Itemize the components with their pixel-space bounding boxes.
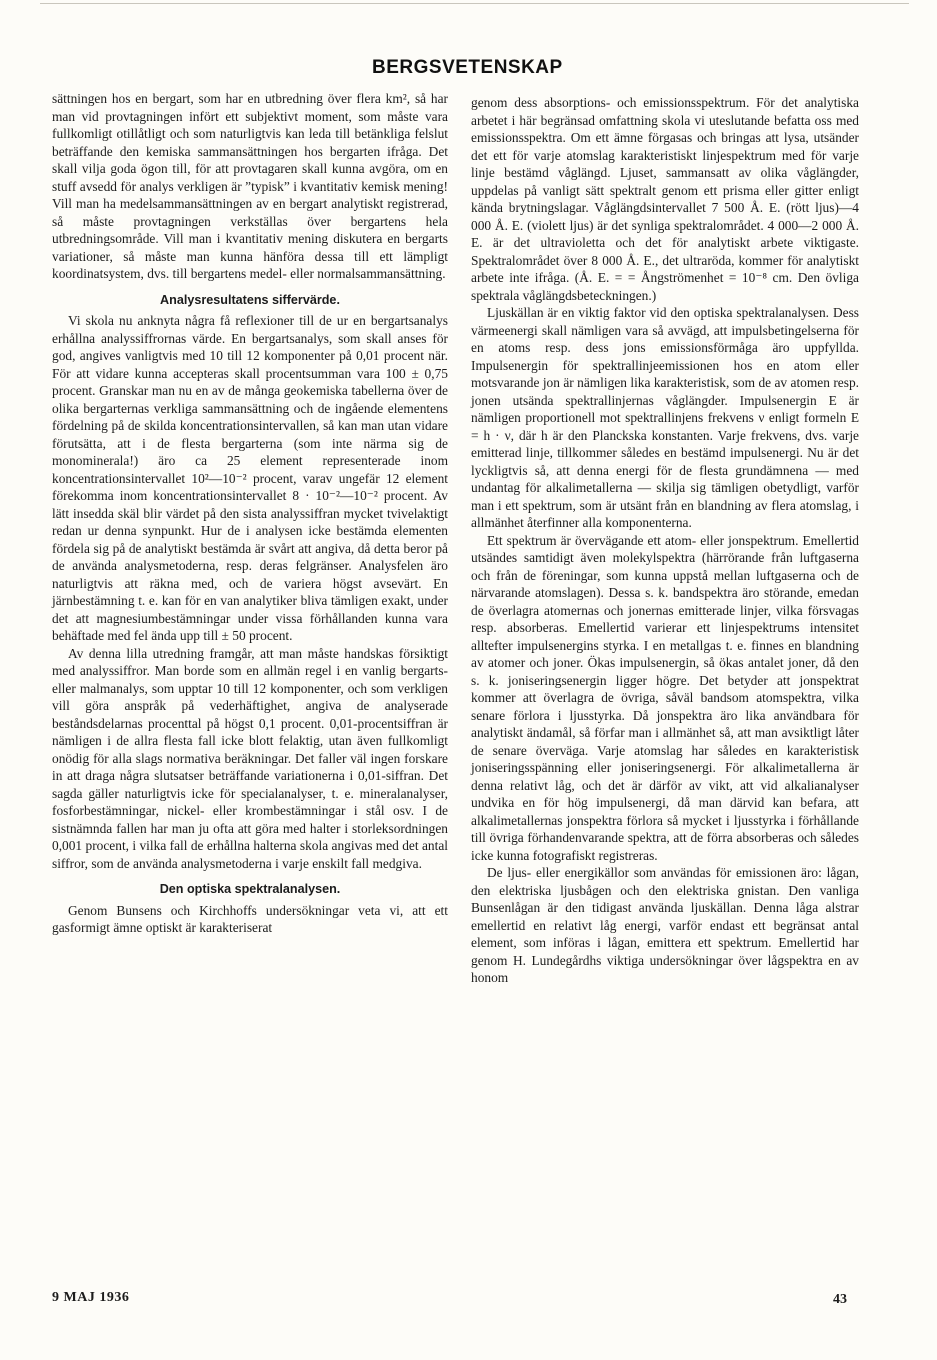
paragraph: Ett spektrum är övervägande ett atom- eller jonspektrum. Emellertid utsändes samtidigt även molekylspektra (härrörande från luftgaserna och från de föreningar, som kunna uppstå mellan luftgaserna och de närvarande atomslagen). Dessa s. k. bandspektra äro störande, emedan de överlagra atomernas och jonernas emitterade linjer, vilka försvagas resp. absorberas. Emellertid varierar ett linjespektrums intensitet alltefter impulsenergins styrka. I en metallgas t. e. finnes en blandning av atomer och joner. Ökas impulsenergin, så ökas antalet joner, då den s. k. joniseringsenergin ligger högre. Det betyder att jonspektrat kommer att överlagra de övriga, såväl bandsom atomspektra, vilka senare förlora i ljusstyrka. Då jonspektra äro lika användbara för analytiskt ändamål, så förfar man i allmänhet så, att man avsiktligt låter de senare överväga. Varje atomslag har således en karakteristisk joniseringsspänning eller joniseringsenergi. För alkalimetallerna är denna relativt låg, och det är därför av vikt, att vid alkalianalyser undvika en för hög impulsenergi, då man därvid kan befara, att alkalimetallernas jonspektra förlora så mycket i ljusstyrka i förhållande till övriga förhandenvarande spektra, att de förra absorberas och således icke kunna fotografiskt registreras. — [471, 532, 859, 863]
subheading: Analysresultatens siffervärde. — [160, 292, 340, 307]
section-header: BERGSVETENSKAP — [372, 57, 563, 78]
paragraph: Av denna lilla utredning framgår, att man måste handskas försiktigt med analyssiffror. Man borde som en allmän regel i en vanlig bergarts- eller malmanalys, som upptar 10 till 12 komponenter, och som verkligen vill göra anspråk på vederhäftighet, angiva de analyserade beståndsdelarnas procenttal på högst 0,1 procent. 0,01-procentsiffran är nämligen i de allra flesta fall icke blott felaktig, utan även fullkomligt onödig för alla slags normativa beräkningar. Det faller väl ingen forskare in att draga några slutsatser beträffande variationerna i 0,01-siffran. Det sagda gäller naturligtvis icke för specialanalyser, t. e. mineralanalyser, fosforbestämningar, nickel- eller krombestämningar i stål osv. I de sistnämnda fallen har man ju ofta att göra med halter i storleksordningen 0,001 procent, i vilka fall de erhållna halterna skola angivas med det antal siffror, som de använda analysmetoderna i varje enskilt fall medgiva. — [52, 645, 448, 871]
paragraph: Genom Bunsens och Kirchhoffs undersökningar veta vi, att ett gasformigt ämne optiskt är karakteriserat — [52, 902, 448, 935]
paragraph: genom dess absorptions- och emissionsspektrum. För det analytiska arbetet i här begränsad omfattning skola vi uteslutande befatta oss med emissionsspektra. Om ett ämne förgasas och bringas att lysa, utsänder det ett för varje atomslag karakteristiskt linjespektrum med för varje linje bestämd våglängd. Ljuset, sammansatt av olika våglängder, uppdelas på vanligt sätt spektralt genom ett prisma eller gitter enligt kända brytningslagar. Våglängdsintervallet 7 500 Å. E. (rött ljus)—4 000 Å. E. (violett ljus) är det synliga spektralområdet. 4 000—2 000 Å. E. är det ultravioletta och det för analytiskt arbete viktigaste. Spektralområdet över 8 000 Å. E., det ultraröda, kommer för analytiskt arbete inte ifråga. (Å. E. = = Ångströmenhet = 10⁻⁸ cm. Den övliga spektrala våglängdsbeteckningen.) — [471, 95, 859, 303]
paragraph: De ljus- eller energikällor som användas för emissionen äro: lågan, den elektriska ljusbågen och den elektriska gnistan. Den vanliga Bunsenlågan är den tidigast använda ljuskällan. Denna låga alstrar emellertid en relativt låg energi, varför endast ett begränsat antal element, som införas i lågan, emittera ett spektrum. Emellertid har genom H. Lundegårdhs viktiga undersökningar över lågspektra en av honom — [471, 865, 859, 985]
subheading: Den optiska spektralanalysen. — [159, 882, 341, 896]
right-column — [471, 94, 859, 987]
paragraph: Vi skola nu anknyta några få reflexioner till de ur en bergartsanalys erhållna analyssiffrornas värde. En bergartsanalys, som skall anses för god, angives vanligtvis med 10 till 12 komponenter på 0,01 procent när. För att vidare kunna accepteras skall procentsumman vara 100 ± 0,75 procent. Granskar man nu en av de många geokemiska tabellerna över de olika bergarternas verkliga sammansättning och de ingående elementens fördelning på de skilda koncentrationsintervallen, så kan man utan vidare förutsätta, att i de flesta bergarterna (som inte närma sig de monominerala!) äro ca 25 element representerade inom koncentrationsintervallet 10²—10⁻² procent, varav ungefär 12 element förekomma inom koncentrationsintervallet 8 · 10⁻²—10⁻² procent. Av lätt insedda skäl blir värdet på den sista analyssiffran mycket tvivelaktigt redan ur denna synpunkt. Hur de i analysen icke bestämda elementen fördela sig på de analytiskt bestämda är svårt att angiva, då detta beror på de använda analysmetoderna, resp. deras felgränser. Analysfelen äro naturligtvis att räkna med, och de variera högst avsevärt. En järnbestämning t. e. kan för en van analytiker bliva tämligen exakt, under det att magnesiumbestämningar under vissa förhållanden kunna vara behäftade med fel ända upp till ± 50 procent. — [52, 313, 448, 643]
top-rule — [40, 3, 909, 4]
paragraph: Ljuskällan är en viktig faktor vid den optiska spektralanalysen. Dess värmeenergi skall nämligen vara så avvägd, att impulsbetingelserna för en atoms resp. dess jons emissionsförmåga äro uppfyllda. Impulsenergin för spektrallinjeemissionen hos en atom eller motsvarande jon är nämligen lika karakteristisk, som de av atomen resp. jonen utsända spektrallinjernas våglängder. Impulsenergin E är nämligen proportionell mot spektrallinjens frekvens ν enligt formeln E = h · ν, där h är den Planckska konstanten. Varje frekvens, dvs. varje emitterad linje, tillkommer således en bestämd impulsenergi. Nu är det lyckligtvis så, att denna energi för de flesta grundämnena — med undantag för alkalimetallerna — skilja sig tämligen obetydligt, varför man i ett spektrum, som är utsänt från en blandning av flera atomslag, i allmänhet återfinner alla komponenterna. — [471, 305, 859, 530]
page-number: 43 — [833, 1292, 847, 1307]
left-column — [52, 90, 448, 937]
paragraph: sättningen hos en bergart, som har en utbredning över flera km², så har man vid provtagningen infört ett subjektivt moment, som måste vara fullkomligt otillåtligt och som naturligtvis kan leda till betänkliga felslut beträffande den kemiska sammansättningen hos bergarten ifråga. Det skall vilja goda ögon till, för att provtagaren skall kunna avgöra, om en stuff avsedd för analys verkligen är ”typisk” i kvantitativ kemisk mening! Vill man ha medelsammansättningen av en bergart analytiskt registrerad, så måste provtagningen verkställas över bergartens hela utbredningsområde. Vill man i kvantitativ mening diskutera en bergarts variationer, så måste man kunna hänföra dessa till ett lämpligt koordinatsystem, dvs. till bergartens medel- eller normalsammansättning. — [52, 91, 448, 281]
issue-date: 9 MAJ 1936 — [52, 1290, 130, 1305]
